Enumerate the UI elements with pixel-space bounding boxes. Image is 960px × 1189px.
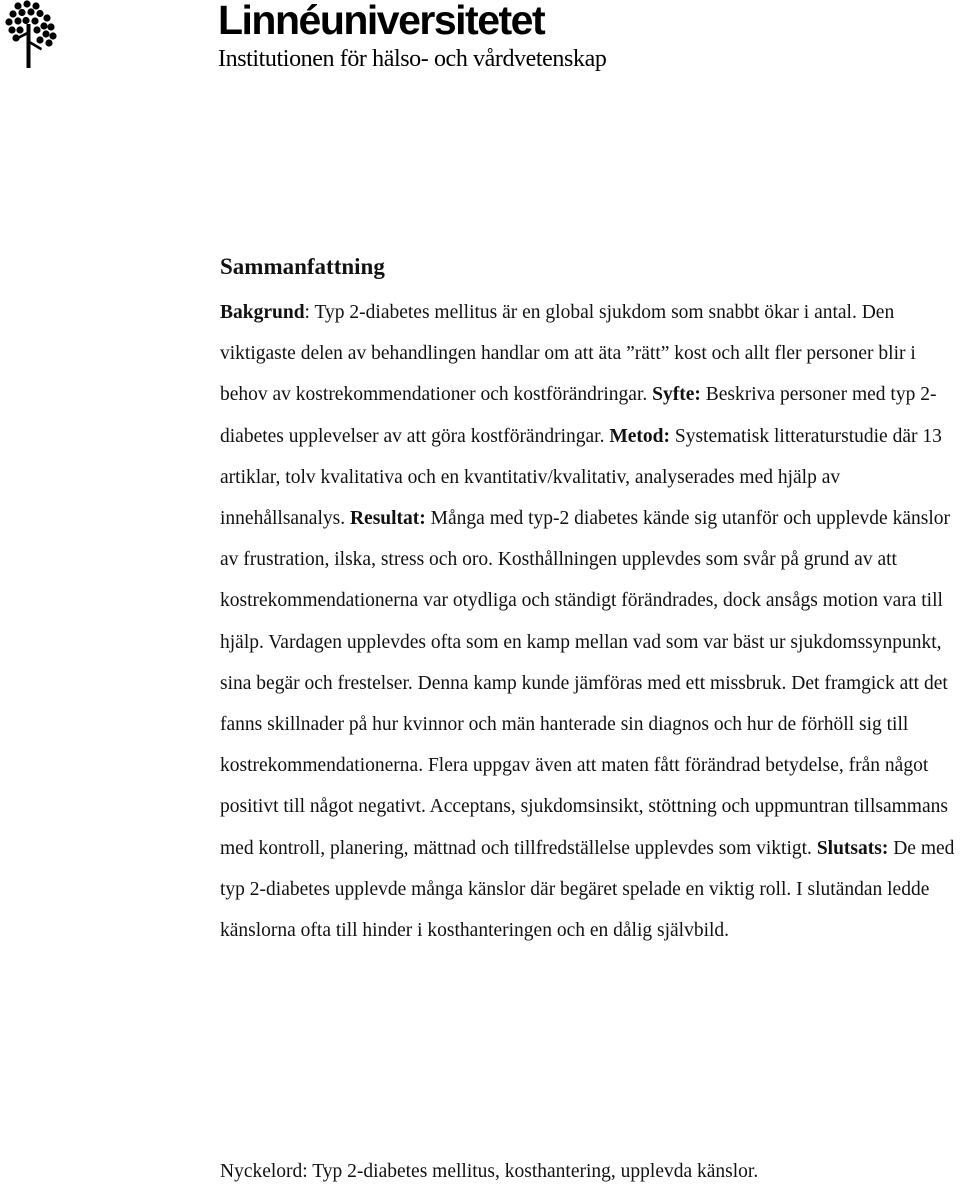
institution-name: Institutionen för hälso- och vårdvetenskap xyxy=(218,46,607,72)
keywords-line: Nyckelord: Typ 2-diabetes mellitus, kosthantering, upplevda känslor. xyxy=(220,1161,759,1182)
abstract-section xyxy=(220,250,956,951)
aim-label: Syfte: xyxy=(652,384,701,406)
method-label: Metod: xyxy=(609,425,670,447)
page-header xyxy=(4,0,704,80)
results-text: Många med typ-2 diabetes kände sig utanför och upplevde känslor av frustration, ilska, stress och oro. Kosthållningen upplevdes som svår på grund av att kostrekommendationerna var otydliga och ständigt förändrades, dock ansågs motion vara till hjälp. Vardagen upplevdes ofta som en kamp mellan vad som var bäst ur sjukdomssynpunkt, sina begär och frestelser. Denna kamp kunde jämföras med ett missbruk. Det framgick att det fanns skillnader på hur kvinnor och män hanterade sin diagnos och hur de förhöll sig till kostrekommendationerna. Flera uppgav även att maten fått förändrad betydelse, från något positivt till något negativt. Acceptans, sjukdomsinsikt, stöttning och uppmuntran tillsammans med kontroll, planering, mättnad och tillfredställelse upplevdes som viktigt. xyxy=(220,508,950,859)
conclusion-text: De med typ 2-diabetes upplevde många känslor där begäret spelade en viktig roll. I slutändan ledde känslorna ofta till hinder i kosthanteringen och en dålig självbild. xyxy=(220,837,955,942)
aim-text: Beskriva personer med typ 2-diabetes upplevelser av att göra kostförändringar. xyxy=(220,384,937,447)
results-label: Resultat: xyxy=(349,508,426,530)
abstract-body xyxy=(220,292,956,951)
conclusion-label: Slutsats: xyxy=(816,837,889,859)
background-label: Bakgrund xyxy=(220,302,305,323)
abstract-heading: Sammanfattning xyxy=(220,254,385,279)
method-text: Systematisk litteraturstudie där 13 artiklar, tolv kvalitativa och en kvantitativ/kvalitativ, analyserades med hjälp av innehållsanalys. xyxy=(220,425,942,530)
university-name: Linnéuniversitetet xyxy=(218,0,545,43)
background-text: : Typ 2-diabetes mellitus är en global sjukdom som snabbt ökar i antal. Den viktigaste delen av behandlingen handlar om att äta ”rätt” kost och allt fler personer blir i behov av kostrekommendationer och kostförändringar. xyxy=(220,302,916,406)
linnaeus-tree-logo-icon xyxy=(4,0,60,70)
